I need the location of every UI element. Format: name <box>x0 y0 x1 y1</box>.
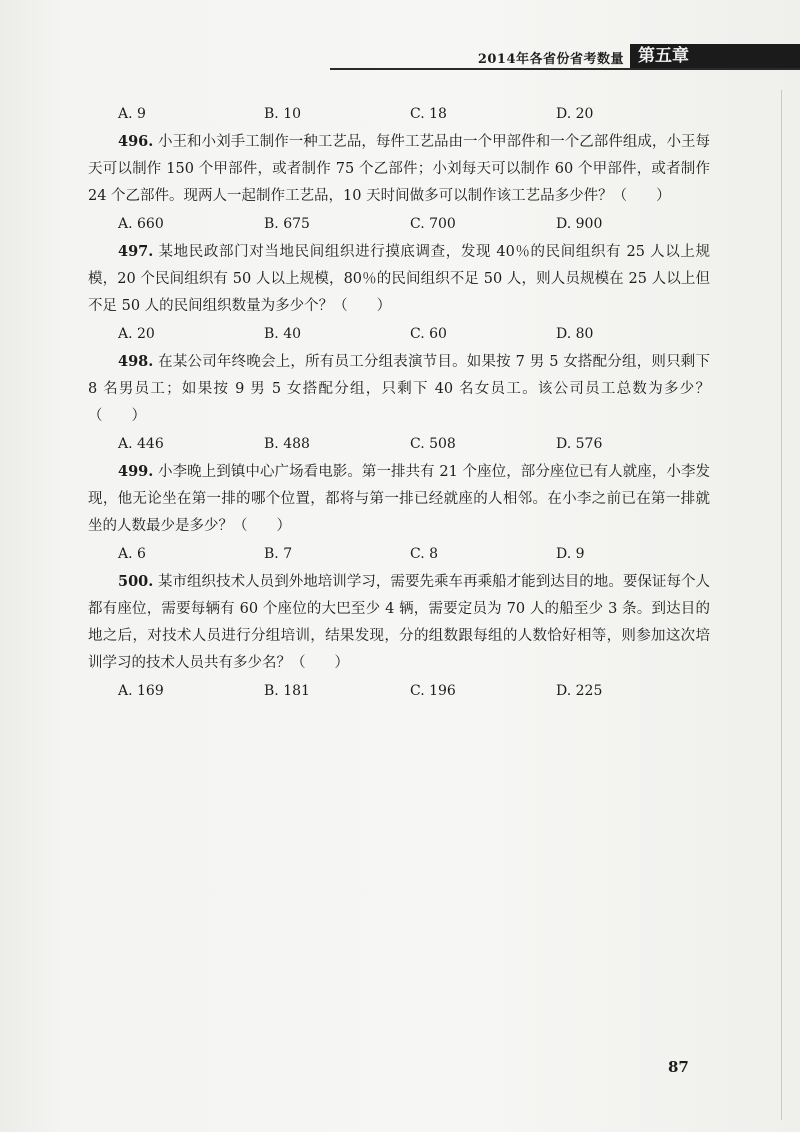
option-d: D. 20 <box>556 105 594 122</box>
options-row-497 <box>88 320 710 348</box>
option-a: A. 169 <box>118 682 164 699</box>
option-d: D. 9 <box>556 545 585 562</box>
question-number: 499. <box>118 463 154 480</box>
option-c: C. 508 <box>410 435 456 452</box>
question-number: 500. <box>118 573 154 590</box>
options-row-498 <box>88 430 710 458</box>
question-number: 498. <box>118 353 154 370</box>
option-c: C. 60 <box>410 325 447 342</box>
question-497 <box>88 238 710 320</box>
option-b: B. 10 <box>264 105 302 122</box>
running-header <box>330 44 800 76</box>
option-d: D. 225 <box>556 682 603 699</box>
chapter-label: 第五章 <box>630 44 800 68</box>
question-text: 某地民政部门对当地民间组织进行摸底调查，发现 40％的民间组织有 25 人以上规模，20 个民间组织有 50 人以上规模，80％的民间组织不足 50 人，则人员规模在 25 人以上但不足 50 人的民间组织数量为多少个？（ ） <box>88 244 710 314</box>
question-499 <box>88 458 710 540</box>
question-496 <box>88 128 710 210</box>
option-c: C. 700 <box>410 215 456 232</box>
question-text: 小李晚上到镇中心广场看电影。第一排共有 21 个座位，部分座位已有人就座，小李发现，他无论坐在第一排的哪个位置，都将与第一排已经就座的人相邻。在小李之前已在第一排就坐的人数最少是多少？（ ） <box>88 464 711 534</box>
option-b: B. 488 <box>264 435 310 452</box>
question-498 <box>88 348 710 430</box>
options-row-499 <box>88 540 710 568</box>
question-text: 在某公司年终晚会上，所有员工分组表演节目。如果按 7 男 5 女搭配分组，则只剩下 8 名男员工；如果按 9 男 5 女搭配分组，只剩下 40 名女员工。该公司员工总数为多少？（ ） <box>88 354 710 424</box>
option-a: A. 446 <box>118 435 164 452</box>
question-text: 小王和小刘手工制作一种工艺品，每件工艺品由一个甲部件和一个乙部件组成，小王每天可以制作 150 个甲部件，或者制作 75 个乙部件；小刘每天可以制作 60 个甲部件，或者制作 24 个乙部件。现两人一起制作工艺品，10 天时间做多可以制作该工艺品多少件？（ ） <box>88 134 710 204</box>
question-number: 496. <box>118 133 154 150</box>
option-c: C. 196 <box>410 682 456 699</box>
page-number: 87 <box>668 1058 689 1076</box>
page-edge-line <box>781 90 782 1120</box>
option-d: D. 80 <box>556 325 594 342</box>
question-number: 497. <box>118 243 154 260</box>
option-b: B. 675 <box>264 215 310 232</box>
option-c: C. 18 <box>410 105 447 122</box>
option-b: B. 40 <box>264 325 302 342</box>
options-row-495 <box>88 100 710 128</box>
option-d: D. 900 <box>556 215 603 232</box>
question-500 <box>88 568 710 677</box>
option-a: A. 6 <box>118 545 146 562</box>
options-row-500 <box>88 677 710 705</box>
option-d: D. 576 <box>556 435 603 452</box>
header-title: 2014年各省份省考数量 <box>477 52 624 67</box>
option-b: B. 181 <box>264 682 310 699</box>
options-row-496 <box>88 210 710 238</box>
header-rule <box>330 68 800 70</box>
option-c: C. 8 <box>410 545 439 562</box>
option-a: A. 20 <box>118 325 155 342</box>
question-text: 某市组织技术人员到外地培训学习，需要先乘车再乘船才能到达目的地。要保证每个人都有座位，需要每辆有 60 个座位的大巴至少 4 辆，需要定员为 70 人的船至少 3 条。到达目的地之后，对技术人员进行分组培训，结果发现，分的组数跟每组的人数恰好相等，则参加这次培训学习的技术人员共有多少名？（ ） <box>88 574 710 671</box>
option-a: A. 660 <box>118 215 164 232</box>
option-a: A. 9 <box>118 105 146 122</box>
option-b: B. 7 <box>264 545 293 562</box>
question-content <box>88 100 710 705</box>
